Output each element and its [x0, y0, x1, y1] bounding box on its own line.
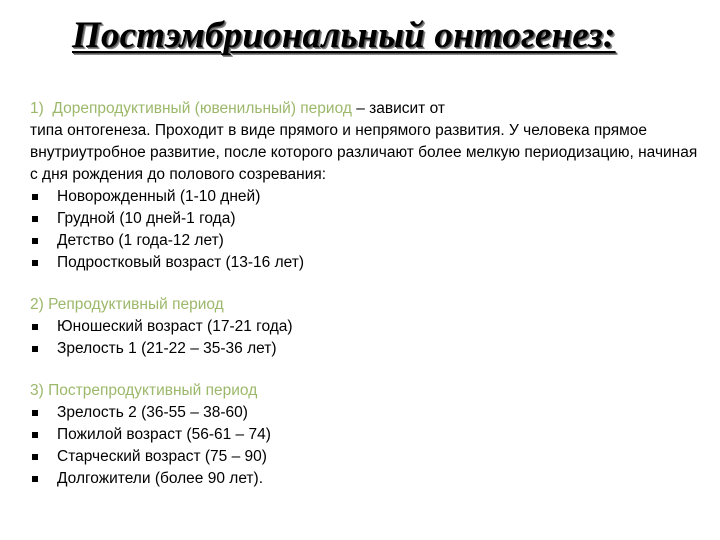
section2-heading: 2) Репродуктивный период	[30, 296, 224, 313]
section3-list	[30, 402, 700, 490]
spacer	[30, 274, 700, 294]
list-item-text: Зрелость 2 (36-55 – 38-60)	[57, 404, 248, 421]
bullet-icon	[32, 346, 38, 352]
list-item	[30, 338, 700, 360]
list-item	[30, 208, 700, 230]
spacer	[30, 360, 700, 380]
section1-number: 1)	[30, 100, 44, 117]
content-body	[30, 98, 700, 490]
list-item-text: Грудной (10 дней-1 года)	[57, 210, 236, 227]
list-item-text: Долгожители (более 90 лет).	[57, 470, 263, 487]
section3-heading: 3) Пострепродуктивный период	[30, 382, 258, 399]
bullet-icon	[32, 194, 38, 200]
bullet-icon	[32, 238, 38, 244]
section1-list	[30, 186, 700, 274]
page-title: Постэмбриональный онтогенез:	[72, 15, 616, 56]
bullet-icon	[32, 260, 38, 266]
list-item	[30, 186, 700, 208]
section1-text-body: типа онтогенеза. Проходит в виде прямого и непрямого развития. У человека прямое внутриутробное развитие, после которого различают более мелкую периодизацию, начиная с дня рождения до полового созревания:	[30, 122, 698, 183]
section1-heading: Дорепродуктивный (ювенильный) период	[52, 100, 352, 117]
list-item	[30, 402, 700, 424]
bullet-icon	[32, 476, 38, 482]
list-item-text: Старческий возраст (75 – 90)	[57, 448, 267, 465]
section2-list	[30, 316, 700, 360]
bullet-icon	[32, 410, 38, 416]
list-item	[30, 316, 700, 338]
list-item-text: Детство (1 года-12 лет)	[57, 232, 224, 249]
section1-intro	[30, 98, 700, 186]
list-item-text: Подростковый возраст (13-16 лет)	[57, 254, 305, 271]
list-item	[30, 230, 700, 252]
list-item-text: Юношеский возраст (17-21 года)	[57, 318, 293, 335]
list-item	[30, 252, 700, 274]
bullet-icon	[32, 324, 38, 330]
list-item-text: Новорожденный (1-10 дней)	[57, 188, 261, 205]
bullet-icon	[32, 454, 38, 460]
section1-text-line1: – зависит от	[351, 100, 445, 117]
list-item-text: Зрелость 1 (21-22 – 35-36 лет)	[57, 340, 277, 357]
bullet-icon	[32, 432, 38, 438]
list-item	[30, 446, 700, 468]
bullet-icon	[32, 216, 38, 222]
list-item	[30, 424, 700, 446]
list-item-text: Пожилой возраст (56-61 – 74)	[57, 426, 271, 443]
list-item	[30, 468, 700, 490]
